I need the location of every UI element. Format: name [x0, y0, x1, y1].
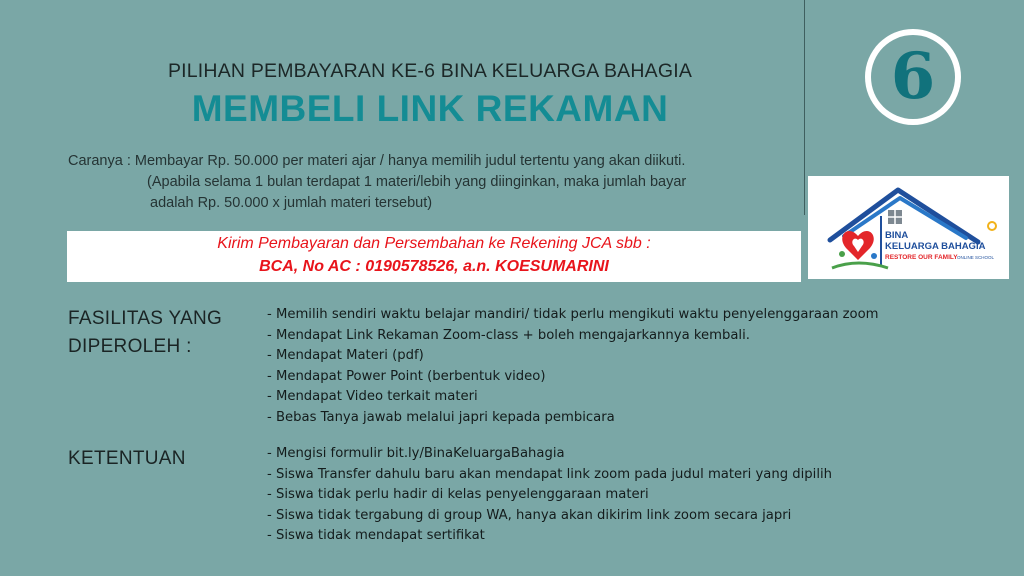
vertical-divider — [804, 0, 805, 215]
terms-list — [267, 444, 832, 547]
facilities-list — [267, 305, 879, 429]
list-item: - Mendapat Power Point (berbentuk video) — [267, 368, 546, 384]
terms-label: KETENTUAN — [68, 448, 186, 469]
list-item: - Siswa tidak perlu hadir di kelas penyelenggaraan materi — [267, 487, 649, 503]
instructions — [68, 151, 686, 214]
number-badge-inner — [871, 35, 955, 119]
instructions-line-1: Caranya : Membayar Rp. 50.000 per materi ajar / hanya memilih judul tertentu yang akan diikuti. — [68, 153, 686, 169]
instructions-line-3: adalah Rp. 50.000 x jumlah materi tersebut) — [150, 195, 433, 211]
logo-text-line-1: BINA — [885, 230, 909, 241]
logo-text-line-2: KELUARGA BAHAGIA — [885, 241, 986, 252]
list-item: - Mengisi formulir bit.ly/BinaKeluargaBahagia — [267, 446, 565, 461]
facilities-label-line-2: DIPEROLEH : — [68, 336, 192, 357]
instructions-line-2: (Apabila selama 1 bulan terdapat 1 materi/lebih yang diinginkan, maka jumlah bayar — [147, 174, 687, 190]
logo-tagline: RESTORE OUR FAMILY — [885, 254, 958, 261]
facilities-label-line-1: FASILITAS YANG — [68, 308, 223, 329]
number-badge — [865, 29, 961, 125]
facilities-label — [68, 305, 222, 361]
payment-instruction: Kirim Pembayaran dan Persembahan ke Rekening JCA sbb : — [217, 235, 651, 252]
organization-logo — [808, 176, 1009, 279]
page-title: MEMBELI LINK REKAMAN — [191, 88, 669, 129]
house-logo-icon — [808, 176, 1009, 279]
list-item: - Mendapat Video terkait materi — [267, 389, 478, 405]
list-item: - Memilih sendiri waktu belajar mandiri/ tidak perlu mengikuti waktu penyelenggaraan zoom — [267, 307, 879, 322]
list-item: - Mendapat Materi (pdf) — [267, 348, 424, 364]
list-item: - Siswa Transfer dahulu baru akan mendapat link zoom pada judul materi yang dipilih — [267, 466, 833, 482]
list-item: - Bebas Tanya jawab melalui japri kepada pembicara — [267, 409, 615, 425]
badge-number: 6 — [890, 39, 936, 114]
list-item: - Siswa tidak mendapat sertifikat — [267, 528, 485, 544]
payment-box — [67, 231, 801, 282]
page-subtitle: PILIHAN PEMBAYARAN KE-6 BINA KELUARGA BAHAGIA — [167, 60, 693, 82]
list-item: - Siswa tidak tergabung di group WA, hanya akan dikirim link zoom secara japri — [267, 507, 792, 523]
logo-small-text: ONLINE SCHOOL — [957, 255, 995, 260]
bank-account: BCA, No AC : 0190578526, a.n. KOESUMARINI — [259, 258, 609, 275]
list-item: - Mendapat Link Rekaman Zoom-class + boleh mengajarkannya kembali. — [267, 327, 750, 343]
